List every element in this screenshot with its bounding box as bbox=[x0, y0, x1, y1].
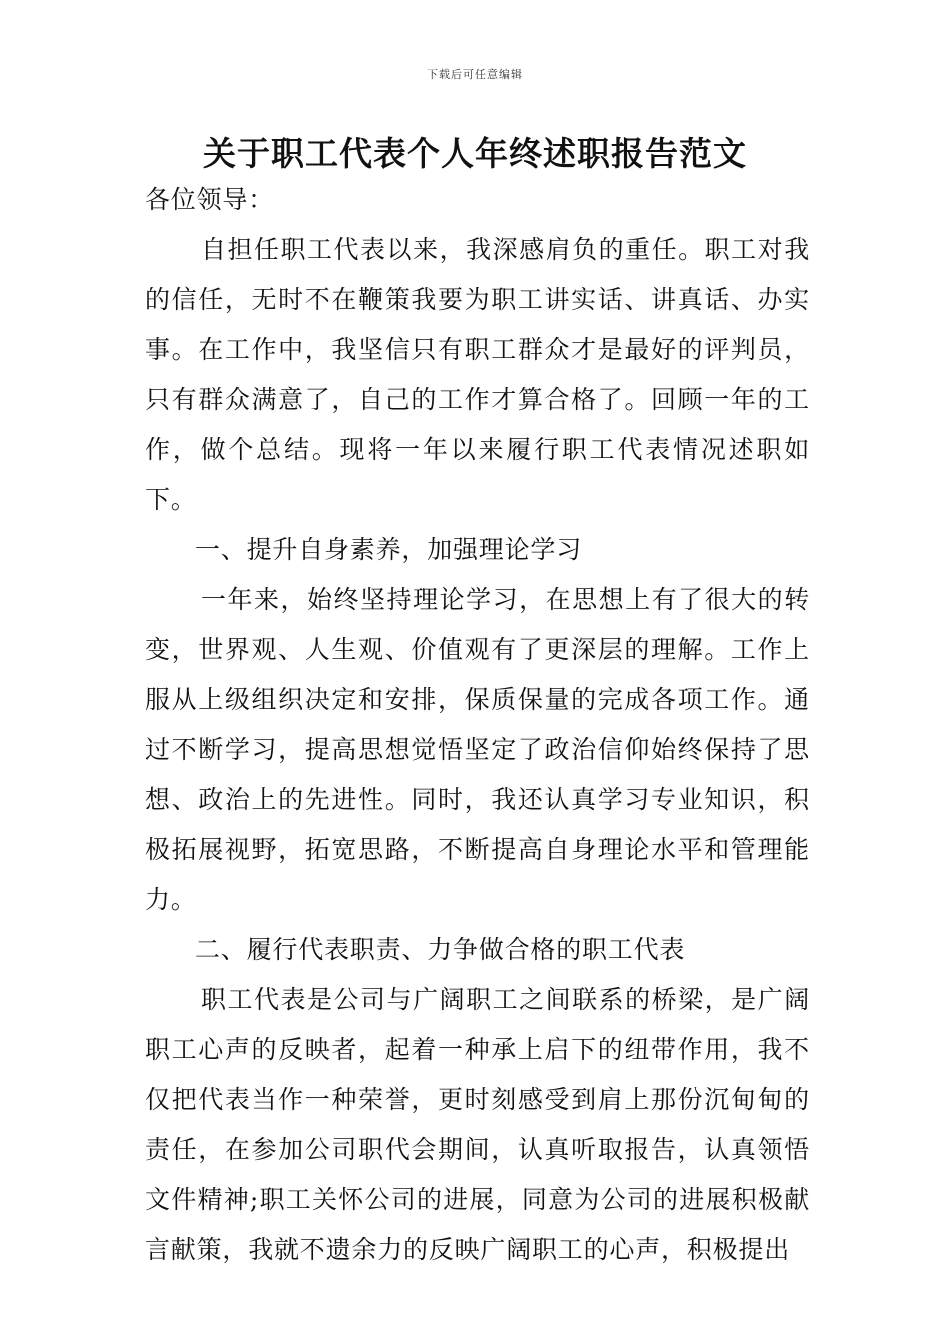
header-note: 下载后可任意编辑 bbox=[427, 68, 523, 81]
section-heading-2: 二、履行代表职责、力争做合格的职工代表 bbox=[195, 935, 686, 964]
document-body bbox=[145, 175, 810, 1275]
paragraph-section-2: 职工代表是公司与广阔职工之间联系的桥梁，是广阔职工心声的反映者，起着一种承上启下的纽带作用，我不仅把代表当作一种荣誉，更时刻感受到肩上那份沉甸甸的责任，在参加公司职代会期间，认真听取报告，认真领悟文件精神;职工关怀公司的进展，同意为公司的进展积极献言献策，我就不遗余力的反映广阔职工的心声，积极提出 bbox=[145, 985, 810, 1264]
section-heading-1: 一、提升自身素养，加强理论学习 bbox=[195, 535, 583, 564]
document-title: 关于职工代表个人年终述职报告范文 bbox=[203, 134, 747, 173]
paragraph-section-1: 一年来，始终坚持理论学习，在思想上有了很大的转变，世界观、人生观、价值观有了更深层的理解。工作上服从上级组织决定和安排，保质保量的完成各项工作。通过不断学习，提高思想觉悟坚定了政治信仰始终保持了思想、政治上的先进性。同时，我还认真学习专业知识，积极拓展视野，拓宽思路，不断提高自身理论水平和管理能力。 bbox=[145, 585, 810, 914]
salutation: 各位领导： bbox=[145, 185, 275, 214]
paragraph-intro: 自担任职工代表以来，我深感肩负的重任。职工对我的信任，无时不在鞭策我要为职工讲实话、讲真话、办实事。在工作中，我坚信只有职工群众才是最好的评判员，只有群众满意了，自己的工作才算合格了。回顾一年的工作，做个总结。现将一年以来履行职工代表情况述职如下。 bbox=[145, 235, 810, 514]
